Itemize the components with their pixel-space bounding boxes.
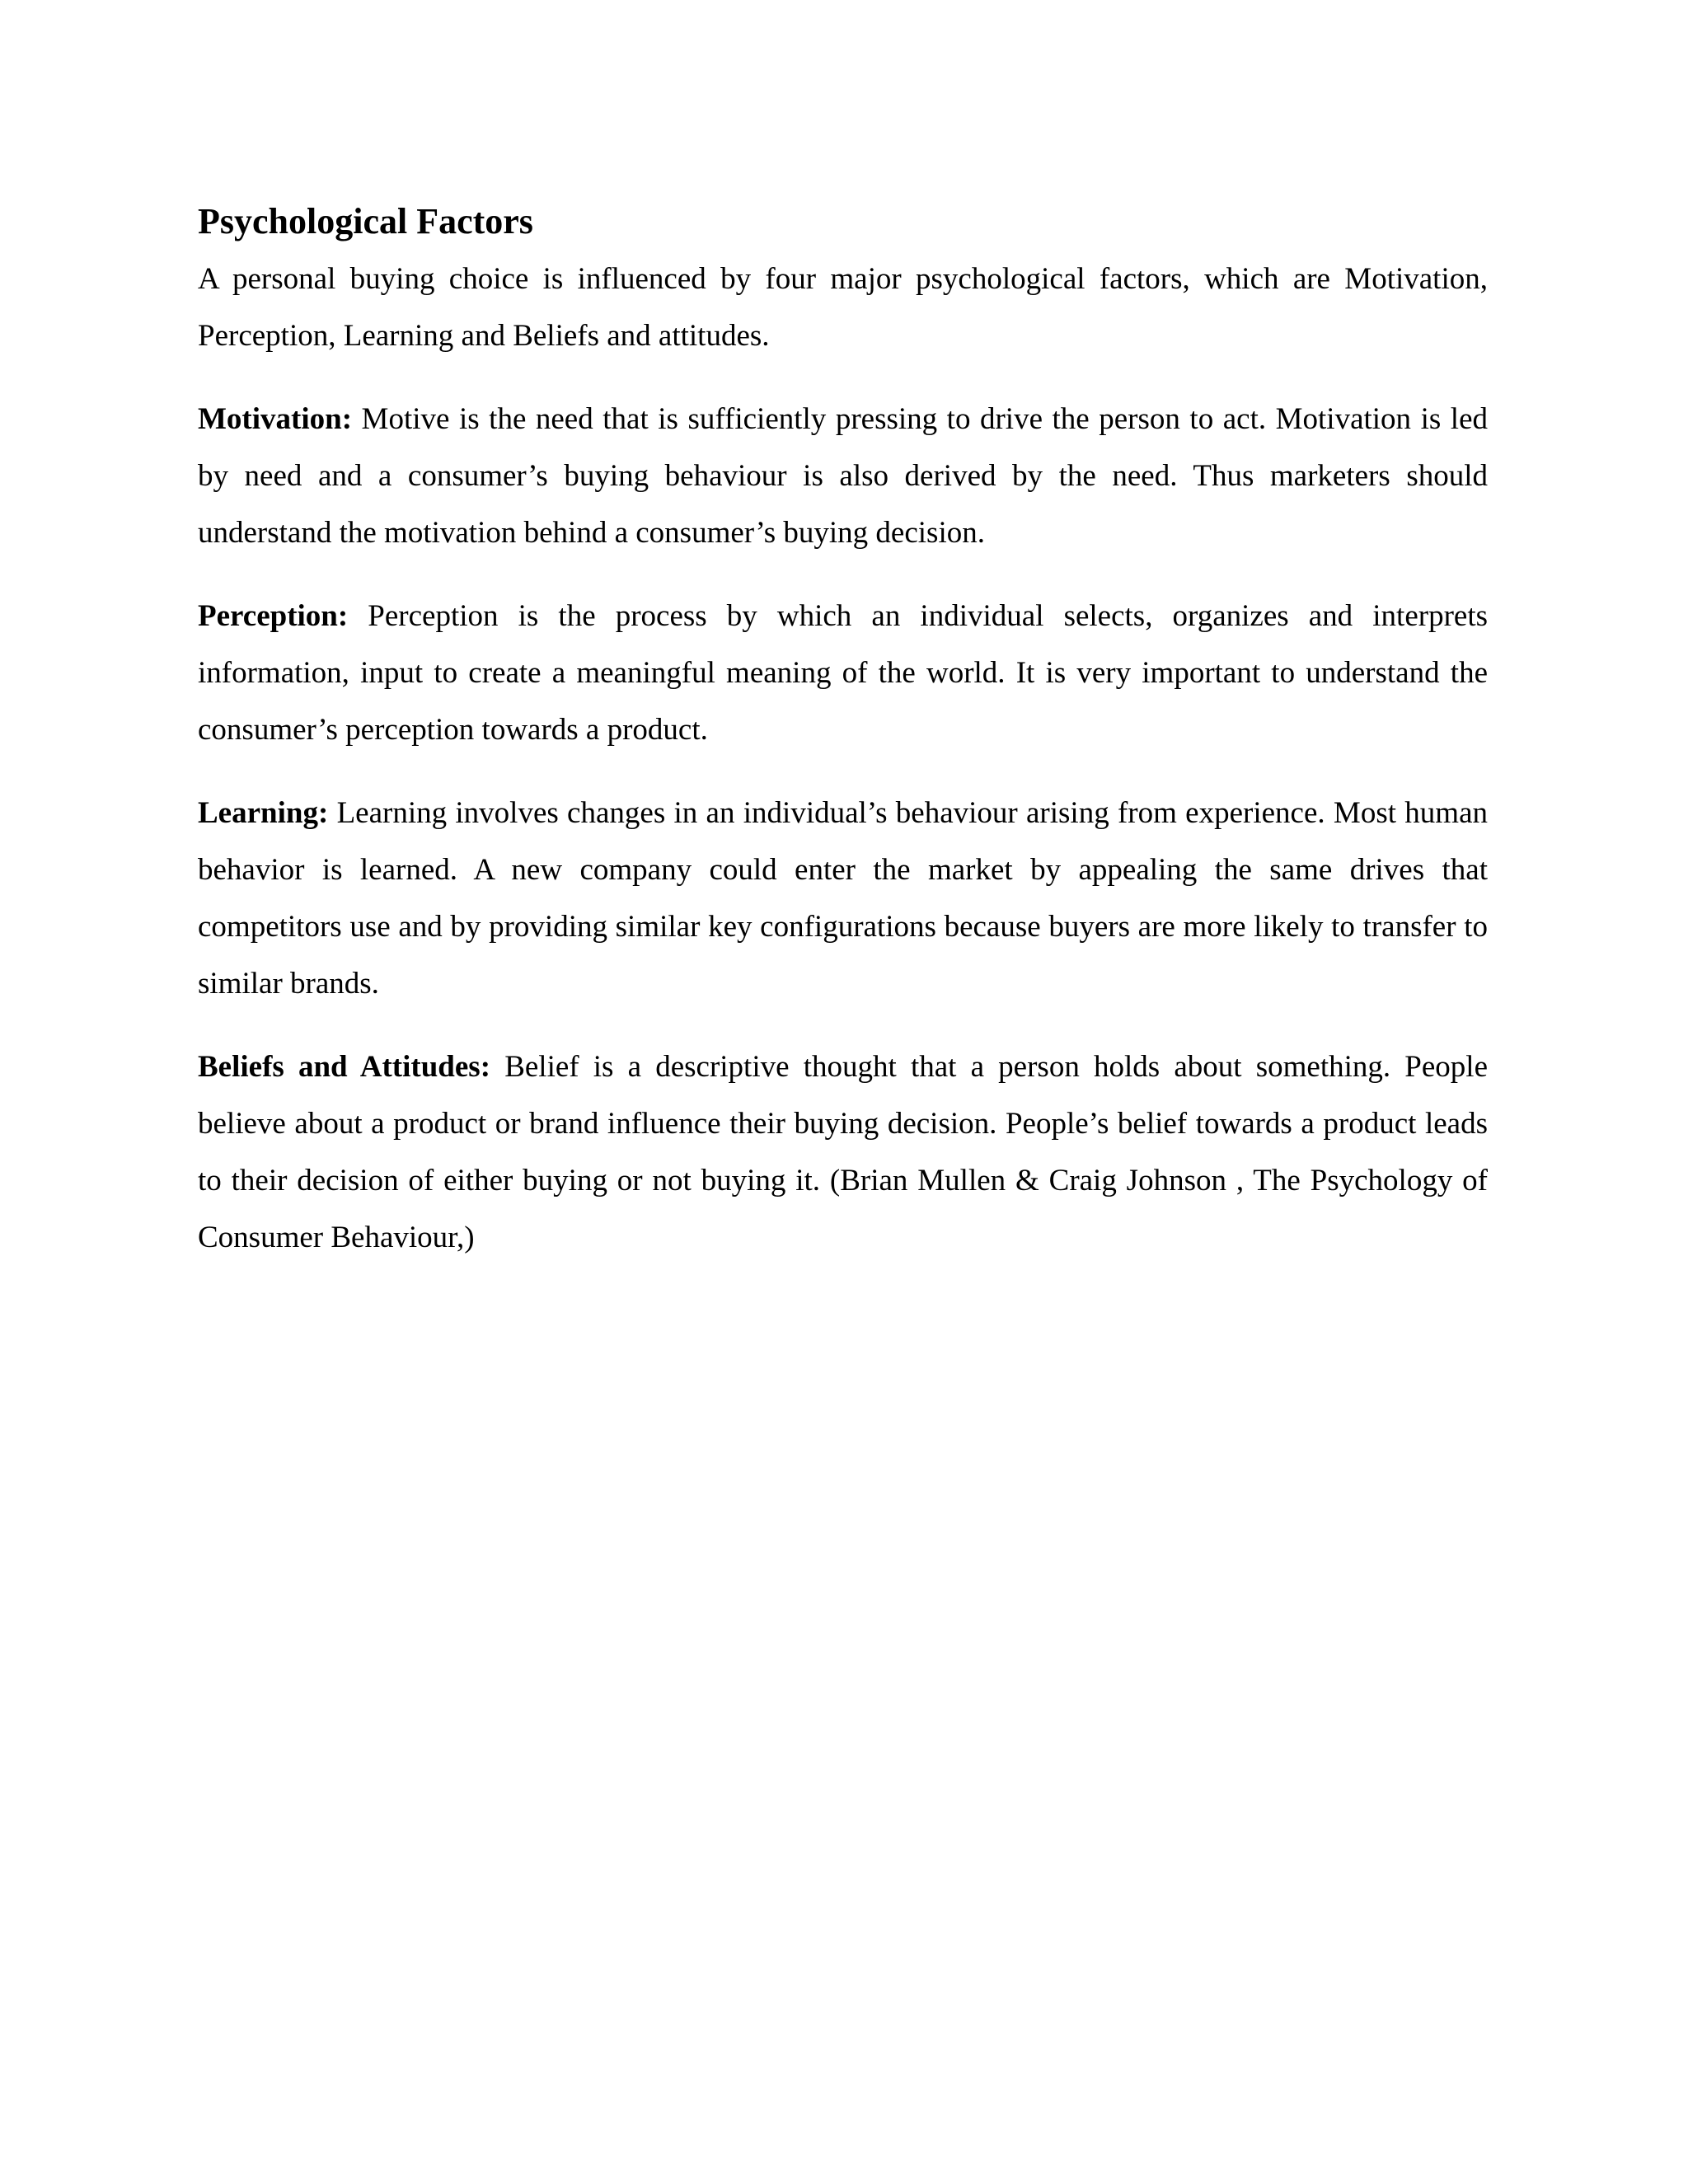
document-body [198, 194, 1488, 1292]
learning-paragraph [198, 785, 1488, 1012]
motivation-paragraph [198, 391, 1488, 561]
learning-text: Learning involves changes in an individual’s behaviour arising from experience. Most human behavior is learned. A new company could enter the market by appealing the same drives that competitors use and by providing similar key configurations because buyers are more likely to transfer to similar brands. [198, 796, 1488, 1001]
learning-term: Learning: [198, 796, 329, 830]
motivation-term: Motivation: [198, 402, 353, 436]
beliefs-paragraph [198, 1038, 1488, 1266]
perception-paragraph [198, 588, 1488, 758]
intro-paragraph: A personal buying choice is influenced by four major psychological factors, which are Motivation, Perception, Learning and Beliefs and attitudes. [198, 262, 1488, 353]
perception-text: Perception is the process by which an individual selects, organizes and interprets information, input to create a meaningful meaning of the world. It is very important to understand the consumer’s perception towards a product. [198, 599, 1488, 747]
section-heading: Psychological Factors [198, 201, 533, 241]
motivation-text: Motive is the need that is sufficiently pressing to drive the person to act. Motivation is led by need and a consumer’s buying behaviour is also derived by the need. Thus marketers should understand the motivation behind a consumer’s buying decision. [198, 402, 1488, 550]
beliefs-text: Belief is a descriptive thought that a person holds about something. People believe about a product or brand influence their buying decision. People’s belief towards a product leads to their decision of either buying or not buying it. (Brian Mullen & Craig Johnson , The Psychology of Consumer Behaviour,) [198, 1050, 1488, 1254]
beliefs-term: Beliefs and Attitudes: [198, 1050, 491, 1084]
perception-term: Perception: [198, 599, 349, 633]
